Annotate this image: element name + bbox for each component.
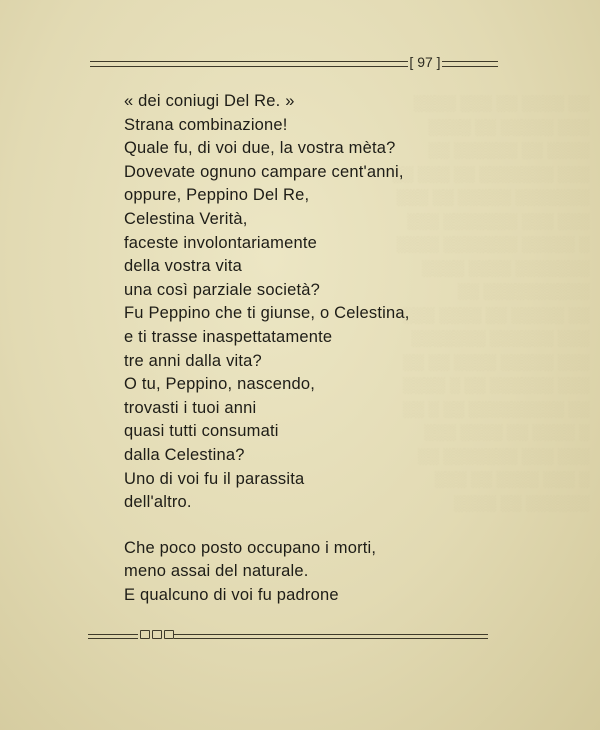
ornament-square [140,630,150,639]
poem-line: « dei coniugi Del Re. » [124,92,295,110]
poem-line: Celestina Verità, [124,209,248,228]
poem-line: oppure, Peppino Del Re, [124,186,310,205]
ornament-square [164,630,174,639]
page-footer-ornament [88,630,488,644]
poem-line: trovasti i tuoi anni [124,398,257,417]
footer-rule-left [88,634,138,639]
header-rule-right [442,61,498,67]
poem-line: della vostra vita [124,257,243,276]
page-number: [ 97 ] [409,54,441,70]
poem-line: Strana combinazione! [124,115,288,134]
footer-rule-right [174,634,488,639]
poem-text [124,90,410,607]
poem-line: Dovevate ognuno campare cent'anni, [124,162,404,181]
poem-line: Fu Peppino che ti giunse, o Celestina, [124,304,410,323]
poem-line: O tu, Peppino, nascendo, [124,375,316,394]
poem-line: Quale fu, di voi due, la vostra mèta? [124,139,396,158]
poem-line: Uno di voi fu il parassita [124,469,305,488]
poem-line: dalla Celestina? [124,445,245,464]
poem-line: Che poco posto occupano i morti, [124,538,377,557]
stanza-break [124,515,410,537]
page-header [90,56,498,76]
square-ornament-icon [140,630,174,639]
poem-line: quasi tutti consumati [124,422,279,441]
poem-line: faceste involontariamente [124,233,318,252]
poem-line: dell'altro. [124,493,192,512]
poem-line: e ti trasse inaspettatamente [124,327,333,346]
header-rule-left [90,61,408,67]
poem-line: meno assai del naturale. [124,562,309,581]
poem-line: tre anni dalla vita? [124,351,262,370]
reverse-page-bleed-through: ░░ ░░░░ ░░ ░░░ ░░░░ ░░░ ░░░░░ ░░ ░░░░ ░░░░ ░░ ░░░░░░ ░░ ░░░ ░░░░░░░ ░░ ░░░ ░░ ░░░░░░░ ░░░░░ ░░ ░░░ ░░░ ░░░ ░░░░░░░ ░░░ ░ ░░░░░ ░░░░░░░ ░░░░ ░░░░░░░ ░░░░ ░░░░ ░░░░░░░░░░ ░░ ░░ ░░░░░ ░░ ░░░░ ░░░ ░░░ ░░░░░░ ░░░░░░░ ░░░ ░░░░░ ░░░░ ░░ ░░ ░░░ ░░░░░░ ░░ ░ ░░░░ ░░ ░░░░░░░░░ ░░ ░ ░░ ░ ░░░░ ░░ ░░░░ ░░░ ░░░ ░░░ ░░░░░░░ ░░ ░ ░░░ ░░░░ ░░ ░░░ ░░░░░░ ░░ ░░░░ [392,95,590,512]
poem-line: una così parziale società? [124,280,320,299]
ornament-square [152,630,162,639]
poem-line: E qualcuno di voi fu padrone [124,585,339,604]
